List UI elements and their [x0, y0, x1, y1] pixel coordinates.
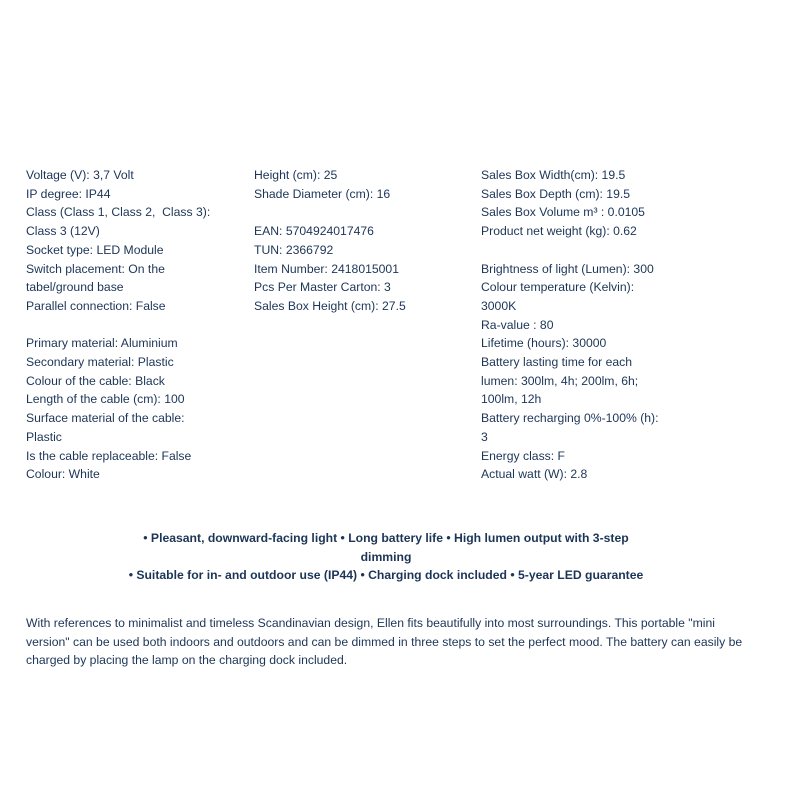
spec-line: Product net weight (kg): 0.62: [481, 224, 637, 239]
spec-line: Brightness of light (Lumen): 300: [481, 261, 654, 276]
feature-line: dimming: [360, 549, 412, 564]
spec-line: Sales Box Height (cm): 27.5: [254, 298, 406, 313]
spec-line: Switch placement: On the: [26, 261, 165, 276]
spec-line: Lifetime (hours): 30000: [481, 336, 607, 351]
spec-line: Class (Class 1, Class 2, Class 3):: [26, 205, 211, 220]
spec-line: Is the cable replaceable: False: [26, 448, 192, 463]
spec-spacer: [26, 316, 241, 335]
spec-line: Sales Box Width(cm): 19.5: [481, 168, 626, 182]
spec-line: Pcs Per Master Carton: 3: [254, 280, 391, 295]
feature-line: • Suitable for in- and outdoor use (IP44) • Charging dock included • 5-year LED guarantee: [128, 568, 644, 583]
spec-line: TUN: 2366792: [254, 242, 334, 257]
spec-line: Shade Diameter (cm): 16: [254, 186, 391, 201]
spec-line: Sales Box Depth (cm): 19.5: [481, 186, 631, 201]
spec-line: Colour of the cable: Black: [26, 373, 165, 388]
spec-line: Sales Box Volume m³ : 0.0105: [481, 205, 645, 220]
spec-line: lumen: 300lm, 4h; 200lm, 6h;: [481, 373, 639, 388]
spec-line: Item Number: 2418015001: [254, 261, 399, 276]
spec-line: Battery lasting time for each: [481, 355, 633, 370]
spec-line: Actual watt (W): 2.8: [481, 467, 588, 482]
spec-line: Secondary material: Plastic: [26, 355, 174, 370]
spec-line: Surface material of the cable:: [26, 411, 185, 426]
spec-column-3: [481, 166, 696, 484]
spec-line: Colour: White: [26, 467, 100, 482]
spec-line: 100lm, 12h: [481, 392, 542, 407]
spec-spacer: [254, 203, 469, 222]
spec-line: tabel/ground base: [26, 280, 124, 295]
spec-line: Colour temperature (Kelvin):: [481, 280, 635, 295]
spec-line: EAN: 5704924017476: [254, 224, 374, 239]
spec-line: Voltage (V): 3,7 Volt: [26, 168, 134, 182]
feature-highlights: [26, 529, 746, 585]
product-description: With references to minimalist and timeless Scandinavian design, Ellen fits beautifully into most surroundings. This portable "mini version" can be used both indoors and outdoors and can be dimmed in three steps to set the perfect mood. The battery can easily be charged by placing the lamp on the charging dock included.: [26, 616, 743, 668]
spec-line: Ra-value : 80: [481, 317, 554, 332]
spec-line: 3000K: [481, 298, 517, 313]
spec-line: Length of the cable (cm): 100: [26, 392, 185, 407]
spec-line: Parallel connection: False: [26, 298, 166, 313]
spec-line: Primary material: Aluminium: [26, 336, 178, 351]
spec-line: Energy class: F: [481, 448, 565, 463]
spec-line: Battery recharging 0%-100% (h):: [481, 411, 659, 426]
spec-spacer: [481, 241, 696, 260]
spec-line: Socket type: LED Module: [26, 242, 164, 257]
feature-line: • Pleasant, downward-facing light • Long battery life • High lumen output with 3-step: [143, 531, 629, 545]
spec-line: Class 3 (12V): [26, 224, 100, 239]
spec-column-1: [26, 166, 241, 484]
spec-line: IP degree: IP44: [26, 186, 111, 201]
spec-line: Height (cm): 25: [254, 168, 338, 182]
spec-line: 3: [481, 429, 488, 444]
spec-column-2: [254, 166, 469, 316]
spec-line: Plastic: [26, 429, 62, 444]
